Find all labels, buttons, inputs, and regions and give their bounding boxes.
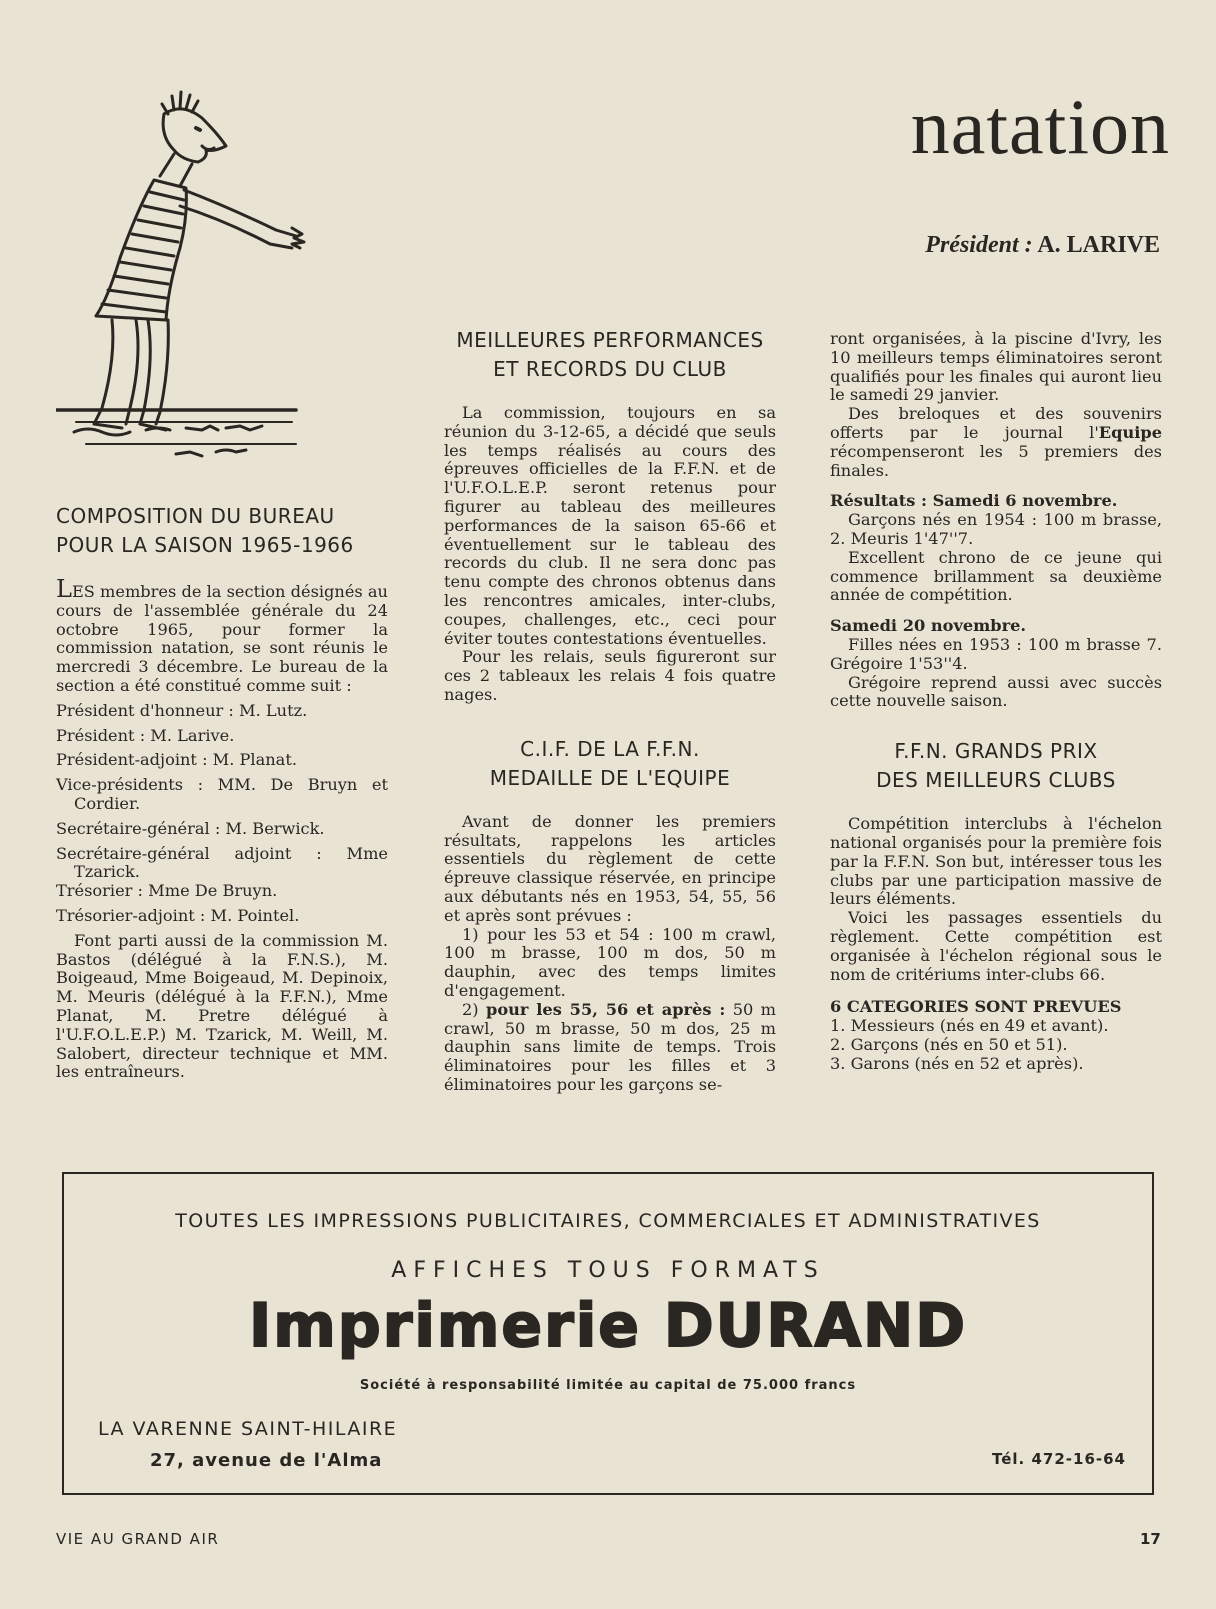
magazine-name: VIE AU GRAND AIR xyxy=(56,1530,220,1548)
ad-city: LA VARENNE SAINT-HILAIRE xyxy=(98,1418,398,1440)
cif-intro: Avant de donner les premiers résultats, rappelons les articles essentiels du règlement de cette épreuve classique réservée, en principe aux débutants nés en 1953, 54, 55, 56 et après sont prévues : xyxy=(444,811,776,925)
cif-heading xyxy=(444,735,776,793)
column-1 xyxy=(56,502,388,1082)
ad-street: 27, avenue de l'Alma xyxy=(150,1450,383,1471)
officer-line: Vice-présidents : MM. De Bruyn et Cordier. xyxy=(56,775,388,813)
prizes-paragraph xyxy=(830,405,1162,480)
cif-heading-line1: C.I.F. DE LA F.F.N. xyxy=(520,736,700,761)
prizes-text-post: récompenseront les 5 premiers des finales. xyxy=(830,441,1162,480)
prizes-text-pre: Des breloques et des souvenirs offerts par le journal l' xyxy=(830,404,1162,442)
categories-title: 6 CATEGORIES SONT PREVUES xyxy=(830,997,1122,1017)
category-item: 2. Garçons (nés en 50 et 51). xyxy=(830,1034,1068,1054)
cif-heading-line2: MEDAILLE DE L'EQUIPE xyxy=(489,765,731,790)
grand-prix-intro: Compétition interclubs à l'échelon national organisés pour la première fois par la F.F.N. Son but, intéresser tous les clubs par une participation massive de leurs éléments. xyxy=(830,814,1162,909)
president-name: A. LARIVE xyxy=(1037,232,1160,258)
results-title-2: Samedi 20 novembre. xyxy=(830,616,1027,636)
records-heading xyxy=(444,326,776,384)
grand-prix-heading xyxy=(830,737,1162,795)
grand-prix-rules: Voici les passages essentiels du règlement. Cette compétition est organisée à l'échelon régional sous le nom de critériums inter-clubs 66. xyxy=(830,908,1162,984)
officer-line: Trésorier-adjoint : M. Pointel. xyxy=(56,905,300,925)
drop-cap: L xyxy=(56,575,72,603)
officer-line: Président d'honneur : M. Lutz. xyxy=(56,700,308,720)
column-2 xyxy=(444,326,776,1095)
bureau-heading-line2: POUR LA SAISON 1965-1966 xyxy=(56,533,354,557)
grand-prix-heading-line2: DES MEILLEURS CLUBS xyxy=(876,768,1116,793)
swimmer-illustration xyxy=(56,88,306,468)
president-line xyxy=(780,232,1160,259)
ad-posters-line: AFFICHES TOUS FORMATS xyxy=(391,1258,825,1283)
results-text-1: Garçons nés en 1954 : 100 m brasse, 2. Meuris 1'47''7. xyxy=(830,510,1162,548)
finals-paragraph: ront organisées, à la piscine d'Ivry, les 10 meilleurs temps éliminatoires seront qualifiés pour les finales qui auront lieu le samedi 29 janvier. xyxy=(830,329,1162,405)
bureau-intro-text: ES membres de la section désignés au cours de l'assemblée générale du 24 octobre 1965, pour former la commission natation, se sont réunis le mercredi 3 décembre. Le bureau de la section a été constitué comme suit : xyxy=(56,582,388,695)
ad-brand-name: Imprimerie DURAND xyxy=(248,1291,968,1361)
grand-prix-heading-line1: F.F.N. GRANDS PRIX xyxy=(894,739,1098,764)
officer-line: Secrétaire-général : M. Berwick. xyxy=(56,818,325,838)
page-number: 17 xyxy=(1140,1530,1161,1548)
ad-telephone: Tél. 472-16-64 xyxy=(992,1450,1126,1468)
results-text-2: Filles nées en 1953 : 100 m brasse 7. Grégoire 1'53''4. xyxy=(830,634,1162,673)
relays-paragraph: Pour les relais, seuls figureront sur ces 2 tableaux les relais 4 fois quatre nages. xyxy=(444,647,776,704)
officer-line: Président-adjoint : M. Planat. xyxy=(56,750,297,770)
bureau-intro xyxy=(56,575,388,696)
rule-text: 50 m crawl, 50 m brasse, 50 m dos, 25 m dauphin sans limite de temps. Trois éliminatoires pour les filles et 3 éliminatoires pour les garçons se- xyxy=(444,999,777,1094)
records-heading-line2: ET RECORDS DU CLUB xyxy=(493,357,727,381)
results-title-1: Résultats : Samedi 6 novembre. xyxy=(830,491,1118,511)
page-title: natation xyxy=(910,83,1170,170)
results-comment-2: Grégoire reprend aussi avec succès cette nouvelle saison. xyxy=(830,672,1162,711)
records-heading-line1: MEILLEURES PERFORMANCES xyxy=(456,328,764,352)
rule-number: 2) xyxy=(462,999,479,1019)
category-item: 3. Garons (nés en 52 et après). xyxy=(830,1053,1084,1073)
officer-line: Trésorier : Mme De Bruyn. xyxy=(56,881,278,901)
column-3 xyxy=(830,330,1162,1074)
president-label: Président : xyxy=(925,232,1033,258)
rule-bold: pour les 55, 56 et après : xyxy=(486,999,726,1019)
ad-legal-line: Société à responsabilité limitée au capital de 75.000 francs xyxy=(359,1378,857,1393)
prizes-text-bold: Equipe xyxy=(1098,422,1162,442)
bureau-heading xyxy=(56,502,388,560)
commission-members: Font parti aussi de la commission M. Bastos (délégué à la F.N.S.), M. Boigeaud, Mme Boigeaud, M. Depinoix, M. Meuris (délégué à la F.F.N.), Mme Planat, M. Pretre délégué à l'U.F.O.L.E.P.) M. Tzarick, M. Weill, M. Salobert, directeur technique et MM. les entraîneurs. xyxy=(56,930,388,1082)
cif-rule-1: 1) pour les 53 et 54 : 100 m crawl, 100 m brasse, 100 m dos, 50 m dauphin, avec des temps limites d'engagement. xyxy=(444,924,776,1000)
results-comment-1: Excellent chrono de ce jeune qui commence brillamment sa deuxième année de compétition. xyxy=(830,547,1162,605)
officer-line: Président : M. Larive. xyxy=(56,725,235,745)
bureau-heading-line1: COMPOSITION DU BUREAU xyxy=(56,504,335,528)
ad-services-line: TOUTES LES IMPRESSIONS PUBLICITAIRES, COMMERCIALES ET ADMINISTRATIVES xyxy=(175,1210,1041,1232)
cif-rule-2 xyxy=(444,1001,776,1095)
records-paragraph: La commission, toujours en sa réunion du 3-12-65, a décidé que seuls les temps réalisés au cours des épreuves officielles de la F.F.N. et de l'U.F.O.L.E.P. seront retenus pour figurer au tableau des meilleures performances de la saison 65-66 et éventuellement sur le tableau des records du club. Il ne sera donc pas tenu compte des chronos obtenus dans les rencontres amicales, inter-clubs, coupes, challenges, etc., ceci pour éviter toutes contestations éventuelles. xyxy=(444,403,776,648)
officer-line: Secrétaire-général adjoint : Mme Tzarick. xyxy=(56,843,388,882)
category-item: 1. Messieurs (nés en 49 et avant). xyxy=(830,1016,1109,1036)
